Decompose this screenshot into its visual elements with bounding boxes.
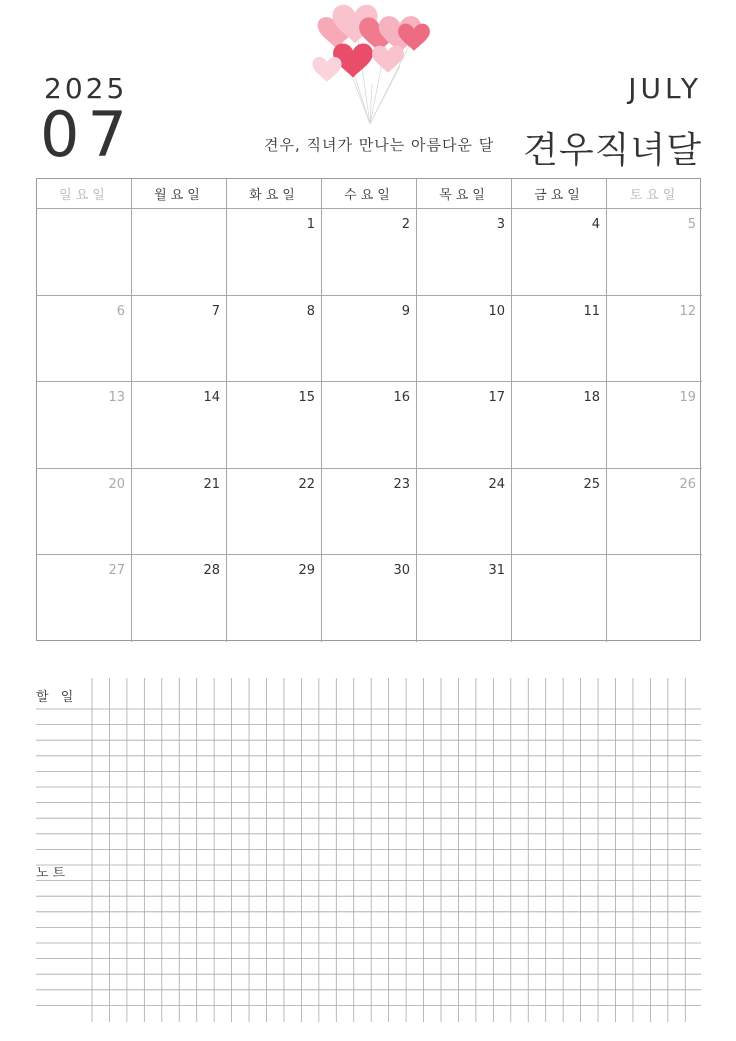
day-number: 1 — [306, 217, 315, 232]
day-number: 7 — [211, 303, 220, 319]
day-number: 16 — [393, 390, 410, 406]
day-number: 8 — [306, 303, 315, 319]
day-number: 30 — [393, 563, 410, 579]
day-number: 21 — [203, 476, 220, 492]
day-number: 10 — [488, 303, 505, 319]
weekday-header: 월요일 — [132, 179, 227, 209]
day-number: 19 — [679, 390, 696, 406]
day-number: 14 — [203, 390, 220, 406]
day-number: 13 — [108, 390, 125, 406]
day-number: 29 — [298, 563, 315, 579]
day-number: 5 — [687, 217, 696, 232]
weekday-header: 목요일 — [417, 179, 512, 209]
weekday-header: 금요일 — [512, 179, 607, 209]
month-name-korean: 견우직녀달 — [523, 130, 702, 171]
day-number: 23 — [393, 476, 410, 492]
weekday-header: 토요일 — [607, 179, 702, 209]
day-number: 27 — [108, 563, 125, 579]
month-number: 07 — [40, 98, 135, 171]
notes-label: 노트 — [36, 866, 70, 881]
day-number: 12 — [679, 303, 696, 319]
day-number: 9 — [401, 303, 410, 319]
month-name-english: JULY — [628, 72, 702, 105]
day-number: 4 — [591, 217, 600, 232]
day-number: 17 — [488, 390, 505, 406]
todo-label: 할 일 — [36, 690, 78, 705]
day-number: 6 — [116, 303, 125, 319]
year-label: 2025 — [44, 72, 128, 105]
day-number: 11 — [583, 303, 600, 319]
weekday-header: 일요일 — [37, 179, 132, 209]
weekday-header: 수요일 — [322, 179, 417, 209]
day-number: 20 — [108, 476, 125, 492]
day-number: 15 — [298, 390, 315, 406]
day-number: 28 — [203, 563, 220, 579]
day-number: 2 — [401, 217, 410, 232]
month-subtitle: 견우, 직녀가 만나는 아름다운 달 — [264, 136, 495, 154]
day-number: 26 — [679, 476, 696, 492]
day-number: 3 — [496, 217, 505, 232]
day-number: 22 — [298, 476, 315, 492]
day-number: 31 — [488, 563, 505, 579]
day-number: 25 — [583, 476, 600, 492]
day-number: 24 — [488, 476, 505, 492]
day-number: 18 — [583, 390, 600, 406]
weekday-header: 화요일 — [227, 179, 322, 209]
